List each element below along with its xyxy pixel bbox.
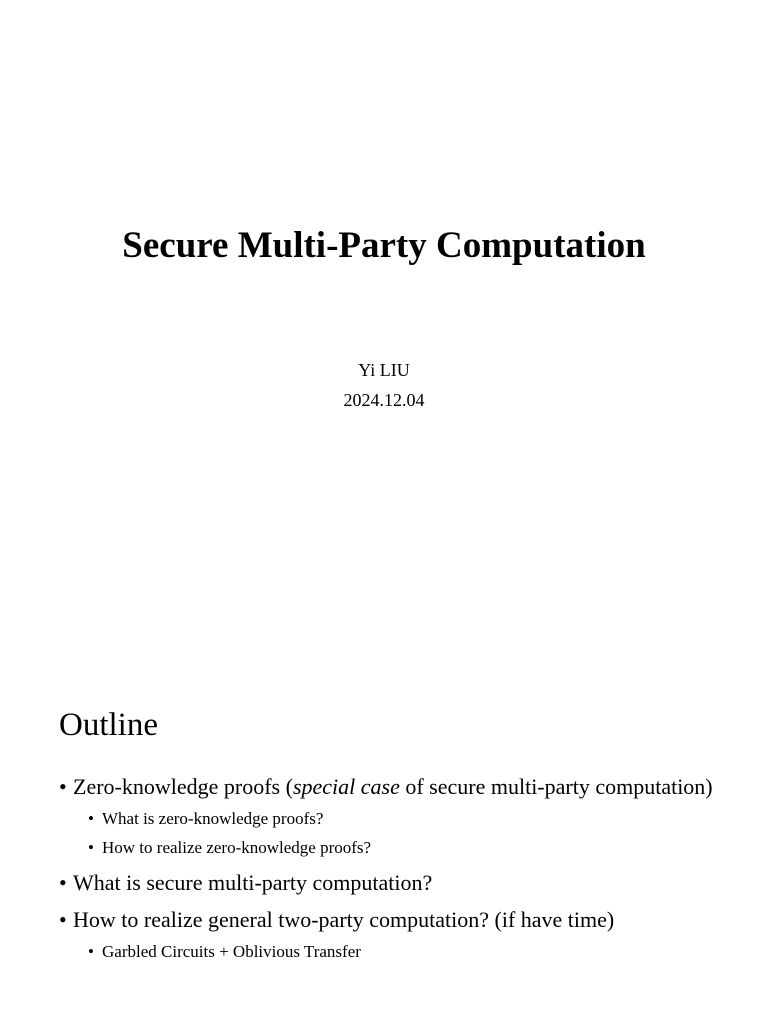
outline-subitem-text: Garbled Circuits + Oblivious Transfer bbox=[102, 942, 361, 961]
bullet-icon: • bbox=[59, 907, 67, 932]
presentation-title: Secure Multi-Party Computation bbox=[122, 225, 646, 266]
bullet-icon: • bbox=[59, 870, 67, 895]
outline-item-two-party-computation bbox=[59, 906, 614, 934]
outline-item-emphasis: special case bbox=[292, 774, 400, 799]
outline-subitem-realize-zkp bbox=[88, 837, 371, 859]
outline-item-text: Zero-knowledge proofs ( bbox=[73, 774, 293, 799]
author-name: Yi LIU bbox=[358, 360, 410, 380]
outline-subitem-text: What is zero-knowledge proofs? bbox=[102, 809, 324, 828]
outline-subitem-text: How to realize zero-knowledge proofs? bbox=[102, 838, 372, 857]
outline-item-text: How to realize general two-party computation? (if have time) bbox=[73, 907, 615, 932]
outline-item-text: What is secure multi-party computation? bbox=[73, 870, 433, 895]
outline-subitem-garbled-circuits bbox=[88, 941, 361, 963]
outline-heading: Outline bbox=[59, 707, 158, 743]
outline-subitem-what-is-zkp bbox=[88, 808, 323, 830]
outline-slide bbox=[0, 512, 768, 1024]
bullet-icon: • bbox=[59, 774, 67, 799]
outline-item-what-is-mpc bbox=[59, 869, 432, 897]
bullet-icon: • bbox=[88, 809, 94, 828]
outline-item-text-tail: of secure multi-party computation) bbox=[399, 774, 713, 799]
outline-item-zero-knowledge bbox=[59, 773, 713, 801]
presentation-date: 2024.12.04 bbox=[343, 390, 425, 410]
bullet-icon: • bbox=[88, 838, 94, 857]
bullet-icon: • bbox=[88, 942, 94, 961]
